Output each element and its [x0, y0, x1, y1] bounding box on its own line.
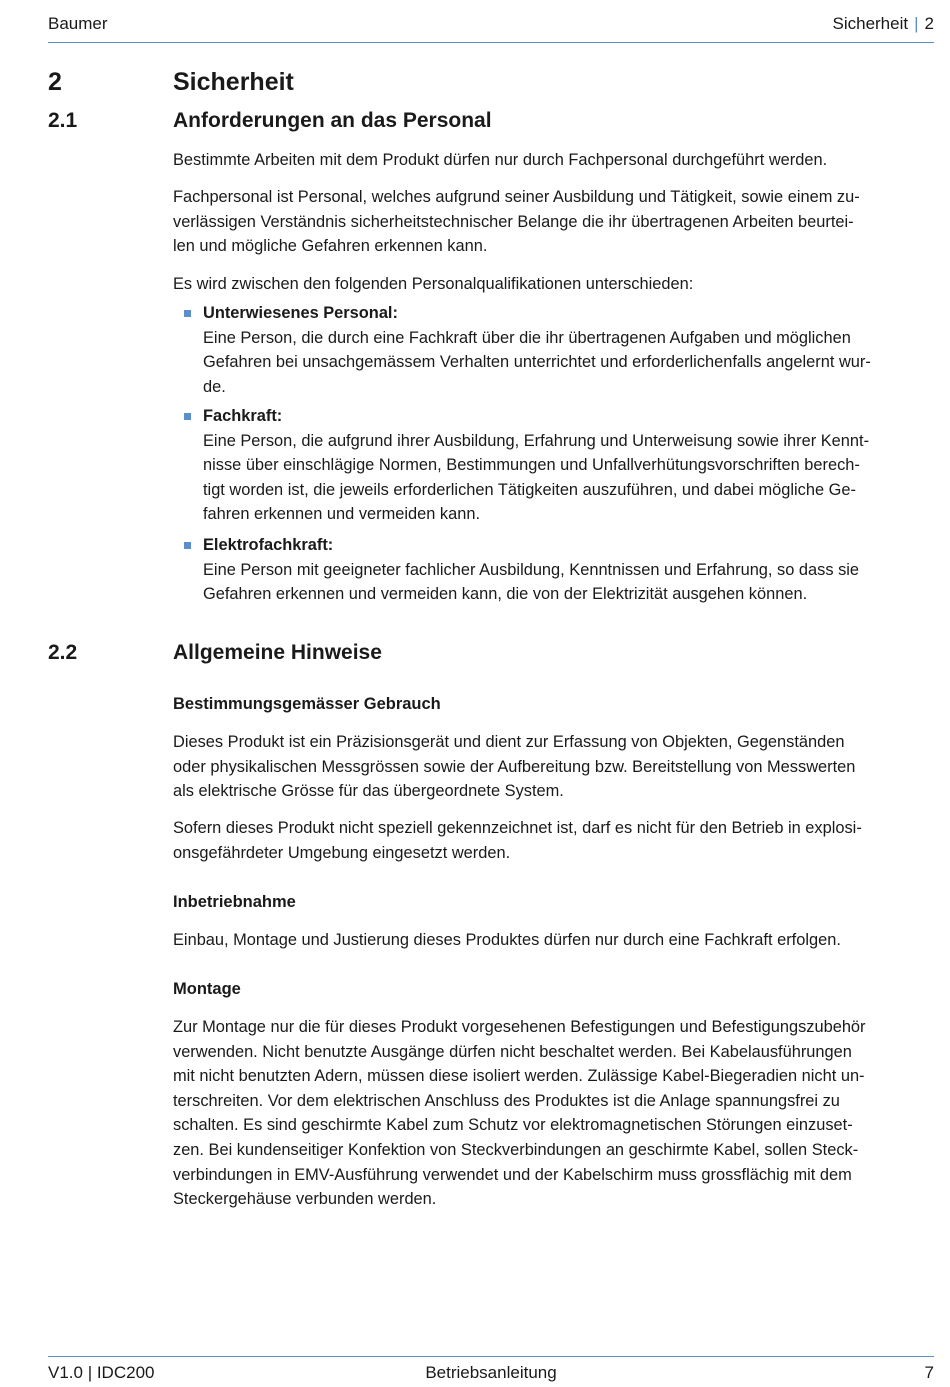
header-section [833, 14, 935, 34]
bullet-title: Unterwiesenes Personal: [203, 304, 398, 322]
section-number: 2.2 [48, 641, 78, 664]
text-line: nisse über einschlägige Normen, Bestimmungen und Unfallverhütungsvorschriften berech- [203, 456, 860, 475]
text-line: Gefahren erkennen und vermeiden kann, die von der Elektrizität ausgehen können. [203, 585, 808, 604]
text-line: len und mögliche Gefahren erkennen kann. [173, 237, 488, 256]
text-line: Dieses Produkt ist ein Präzisionsgerät und dient zur Erfassung von Objekten, Gegenständen [173, 733, 845, 751]
section-title: Anforderungen an das Personal [173, 109, 492, 132]
subheading: Bestimmungsgemässer Gebrauch [173, 695, 441, 713]
chapter-number: 2 [48, 68, 62, 96]
paragraph: Bestimmte Arbeiten mit dem Produkt dürfen nur durch Fachpersonal durchgeführt werden. [173, 151, 828, 169]
text-line: verbindungen in EMV-Ausführung verwendet und der Kabelschirm muss grossflächig mit dem [173, 1165, 852, 1184]
text-line: zen. Bei kundenseitiger Konfektion von Steckverbindungen an geschirmte Kabel, sollen Steck- [173, 1140, 859, 1159]
header-brand: Baumer [48, 14, 108, 33]
bullet-body [203, 326, 928, 400]
footer-page-number: 7 [924, 1363, 934, 1382]
page-header [48, 14, 934, 43]
text-line: Gefahren bei unsachgemässem Verhalten unterrichtet und erforderlichenfalls angelernt wur- [203, 353, 871, 372]
header-separator: | [914, 14, 919, 33]
paragraph [173, 185, 923, 259]
bullet-body [203, 558, 928, 607]
paragraph [173, 816, 923, 865]
paragraph [173, 1015, 923, 1212]
paragraph: Einbau, Montage und Justierung dieses Produktes dürfen nur durch eine Fachkraft erfolgen. [173, 931, 841, 949]
text-line: onsgefährdeter Umgebung eingesetzt werden. [173, 843, 511, 862]
header-page-number: 2 [924, 14, 934, 33]
text-line: verwenden. Nicht benutzte Ausgänge dürfen nicht beschaltet werden. Bei Kabelausführungen [173, 1042, 852, 1061]
text-line: terschreiten. Vor dem elektrischen Anschluss des Produktes ist die Anlage spannungsfrei zu [173, 1091, 840, 1110]
text-line: Steckergehäuse verbunden werden. [173, 1190, 437, 1209]
bullet-square-icon [184, 310, 191, 317]
bullet-square-icon [184, 542, 191, 549]
page-footer [48, 1356, 934, 1383]
text-line: Eine Person, die durch eine Fachkraft über die ihr übertragenen Aufgaben und möglichen [203, 328, 851, 347]
text-line: tigt worden ist, die jeweils erforderlichen Tätigkeiten auszuführen, und dabei mögliche Ge- [203, 480, 856, 499]
footer-version: V1.0 | IDC200 [48, 1363, 155, 1382]
paragraph: Es wird zwischen den folgenden Personalqualifikationen unterschieden: [173, 275, 694, 293]
chapter-title: Sicherheit [173, 68, 294, 96]
text-line: Sofern dieses Produkt nicht speziell gekennzeichnet ist, darf es nicht für den Betrieb in explosi- [173, 819, 862, 837]
text-line: Eine Person, die aufgrund ihrer Ausbildung, Erfahrung und Unterweisung sowie ihrer Kennt- [203, 431, 870, 450]
section-number: 2.1 [48, 109, 78, 132]
footer-doc-type: Betriebsanleitung [425, 1363, 557, 1382]
text-line: als elektrische Grösse für das übergeordnete System. [173, 782, 564, 801]
subheading: Montage [173, 980, 241, 998]
bullet-square-icon [184, 413, 191, 420]
bullet-body [203, 429, 928, 527]
text-line: oder physikalischen Messgrössen sowie der Aufbereitung bzw. Bereitstellung von Messwerten [173, 757, 856, 776]
text-line: Eine Person mit geeigneter fachlicher Ausbildung, Kenntnissen und Erfahrung, so dass sie [203, 560, 860, 579]
text-line: Zur Montage nur die für dieses Produkt vorgesehenen Befestigungen und Befestigungszubehör [173, 1018, 866, 1036]
text-line: fahren erkennen und vermeiden kann. [203, 505, 481, 524]
bullet-title: Elektrofachkraft: [203, 536, 334, 554]
subheading: Inbetriebnahme [173, 893, 296, 911]
text-line: de. [203, 377, 226, 396]
header-section-title: Sicherheit [832, 14, 909, 33]
bullet-title: Fachkraft: [203, 407, 283, 425]
text-line: schalten. Es sind geschirmte Kabel zum Schutz vor elektromagnetischen Störungen einzuset- [173, 1116, 853, 1135]
text-line: Fachpersonal ist Personal, welches aufgrund seiner Ausbildung und Tätigkeit, sowie einem zu- [173, 188, 860, 206]
text-line: mit nicht benutzten Adern, müssen diese isoliert werden. Zulässige Kabel-Biegeradien nicht un- [173, 1067, 865, 1086]
section-title: Allgemeine Hinweise [173, 641, 382, 664]
text-line: verlässigen Verständnis sicherheitstechnischer Belange die ihr übertragenen Arbeiten beurtei- [173, 212, 854, 231]
paragraph [173, 730, 923, 804]
